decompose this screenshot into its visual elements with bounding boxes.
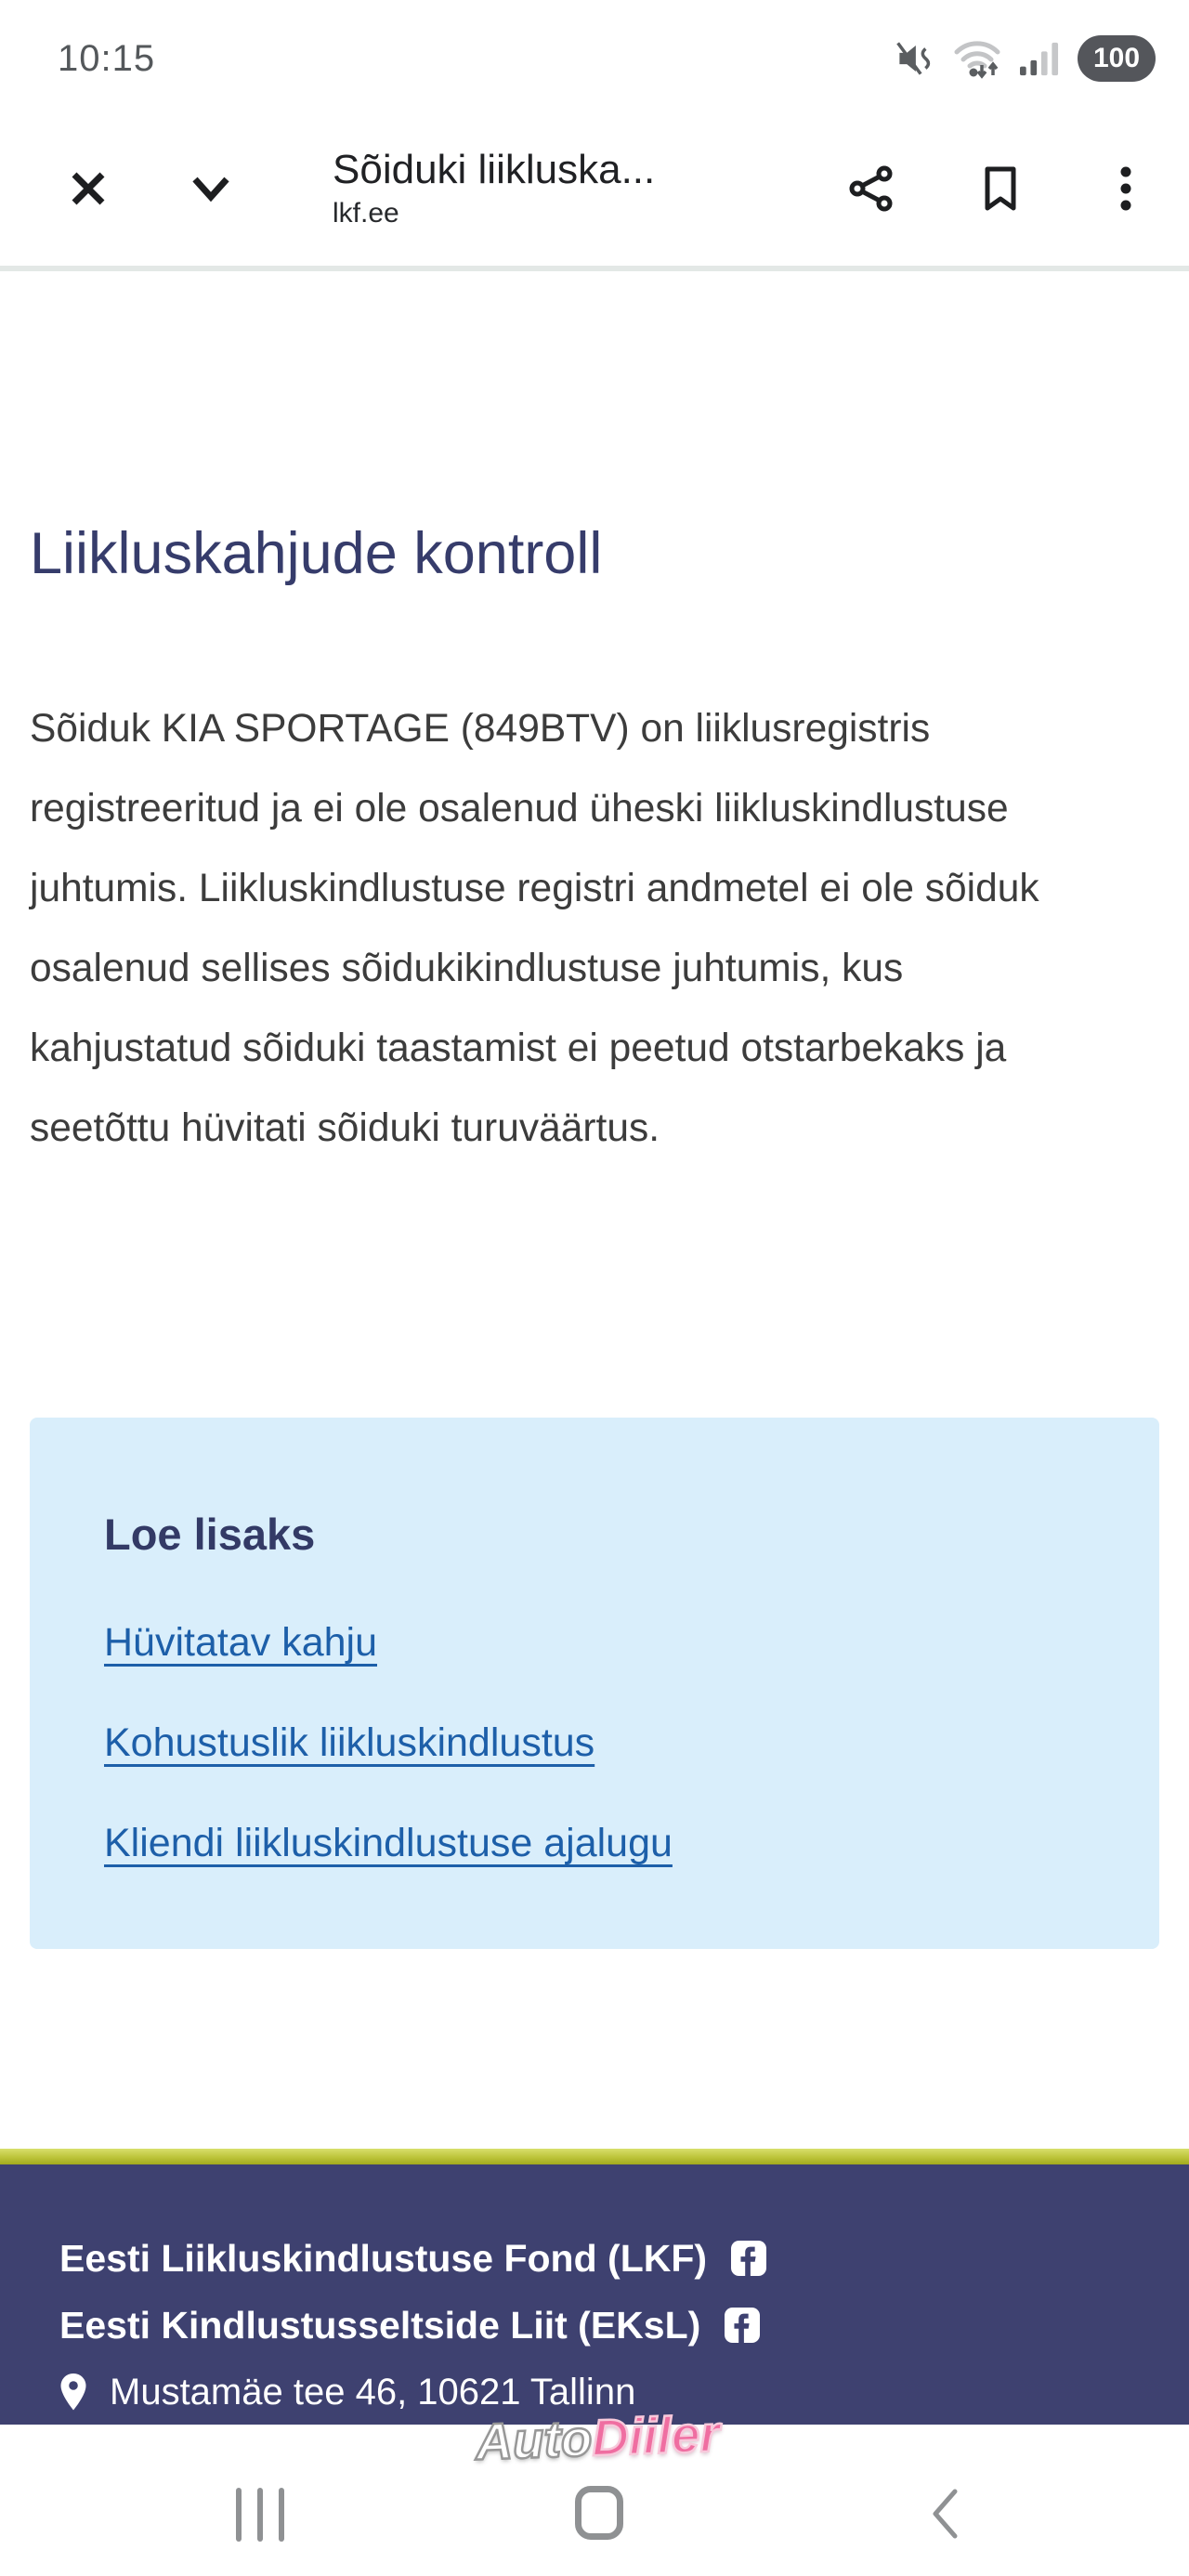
- close-button[interactable]: [67, 167, 110, 210]
- share-button[interactable]: [848, 165, 895, 212]
- bookmark-button[interactable]: [980, 164, 1021, 213]
- site-footer: [0, 2164, 1189, 2425]
- status-icons: [895, 35, 1156, 82]
- collapse-button[interactable]: [189, 170, 233, 207]
- bottom-block: [0, 2149, 1189, 2576]
- footer-org-row: [59, 2304, 1130, 2347]
- mute-vibrate-icon: [895, 39, 934, 78]
- link-kohustuslik-liikluskindlustus[interactable]: Kohustuslik liikluskindlustus: [104, 1720, 595, 1765]
- facebook-eksl-button[interactable]: [725, 2308, 760, 2343]
- home-button[interactable]: [575, 2486, 623, 2540]
- signal-strength-icon: [1020, 40, 1059, 77]
- wifi-icon: [953, 37, 1001, 80]
- read-more-card: [30, 1418, 1159, 1949]
- recents-button[interactable]: [236, 2488, 284, 2542]
- back-button[interactable]: [928, 2487, 960, 2541]
- custom-tab-toolbar: [0, 111, 1189, 271]
- address-text: Mustamäe tee 46, 10621 Tallinn: [110, 2372, 636, 2413]
- page-heading: Liikluskahjude kontroll: [30, 521, 603, 586]
- read-more-title: Loe lisaks: [104, 1510, 316, 1559]
- status-bar: [0, 0, 1189, 111]
- location-pin-icon: [59, 2373, 87, 2412]
- watermark-diiler: Diiler: [591, 2404, 721, 2467]
- recents-icon: [236, 2488, 242, 2542]
- system-nav-bar: [0, 2425, 1189, 2576]
- battery-percent: 100: [1092, 43, 1141, 73]
- share-icon: [848, 165, 895, 212]
- clock: 10:15: [58, 37, 156, 79]
- footer-address-row: [59, 2371, 1130, 2413]
- org-lkf-label: Eesti Liikluskindlustuse Fond (LKF): [59, 2237, 708, 2280]
- kebab-menu-icon: [1118, 165, 1133, 212]
- org-eksl-label: Eesti Kindlustusseltside Liit (EKsL): [59, 2304, 701, 2347]
- body-paragraph: Sõiduk KIA SPORTAGE (849BTV) on liiklusregistris registreeritud ja ei ole osalenud üheski liikluskindlustuse juhtumis. Liikluskindlustuse registri andmetel ei ole sõiduk osalenud sellises sõidukikindlustuse juhtumis, kus kahjustatud sõiduki taastamist ei peetud otstarbekaks ja seetõttu hüvitati sõiduki turuväärtus.: [30, 707, 1039, 1150]
- accent-stripe: [0, 2149, 1189, 2164]
- page-title-group: [333, 146, 655, 231]
- back-chevron-icon: [928, 2487, 960, 2541]
- page-content: [0, 522, 1189, 1949]
- overflow-menu-button[interactable]: [1118, 165, 1133, 212]
- page-url: lkf.ee: [333, 198, 399, 229]
- footer-org-row: [59, 2237, 1130, 2280]
- chevron-down-icon: [189, 170, 233, 207]
- facebook-lkf-button[interactable]: [731, 2241, 766, 2276]
- link-huvitatav-kahju[interactable]: Hüvitatav kahju: [104, 1620, 377, 1665]
- link-kliendi-liikluskindlustuse-ajalugu[interactable]: Kliendi liikluskindlustuse ajalugu: [104, 1821, 673, 1865]
- page-title: Sõiduki liikluska...: [333, 147, 656, 192]
- bookmark-icon: [980, 164, 1021, 213]
- watermark-auto: Auto: [474, 2409, 594, 2471]
- battery-indicator: [1078, 35, 1156, 82]
- close-icon: [67, 167, 110, 210]
